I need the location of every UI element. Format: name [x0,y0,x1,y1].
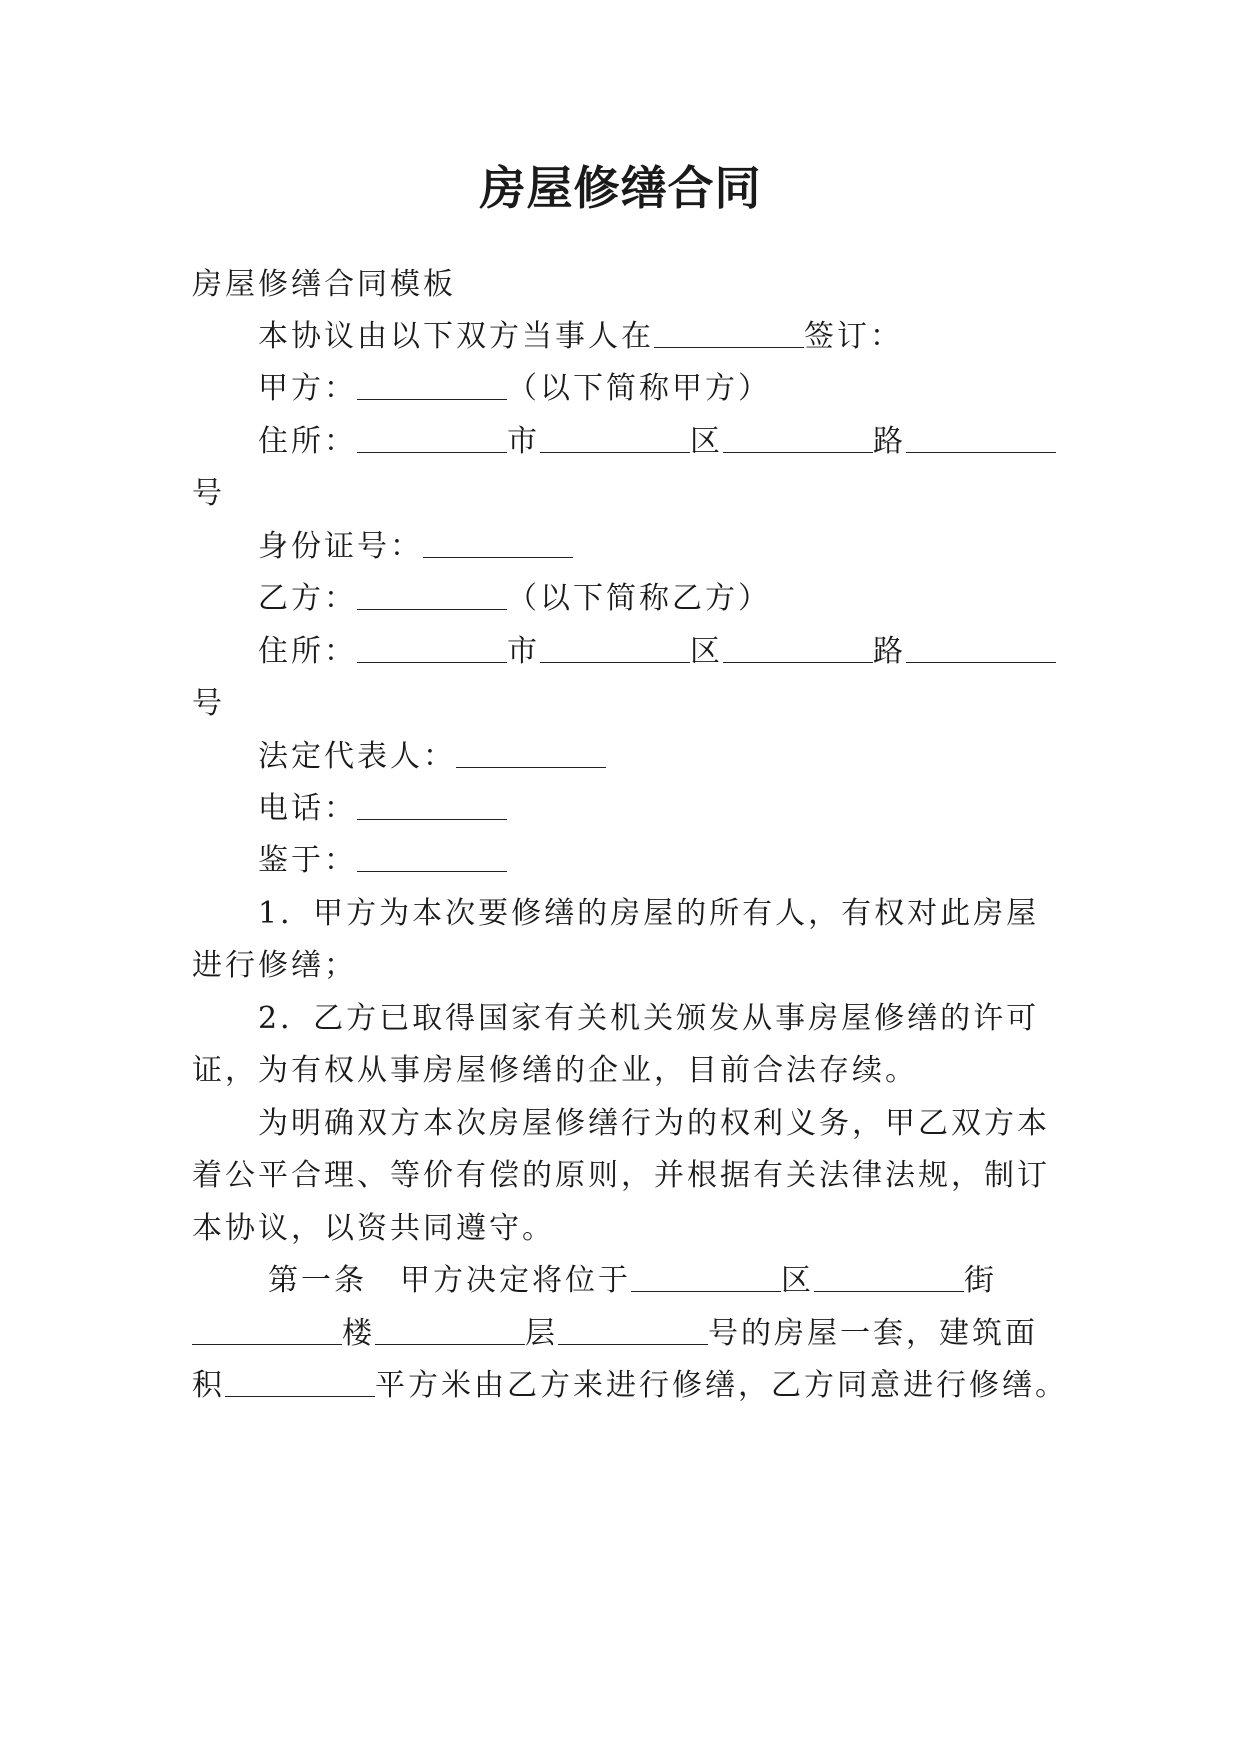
text: （以下简称甲方） [507,371,771,406]
paragraph-line [192,1366,1068,1406]
text: 楼 [342,1316,375,1351]
text: 区 [690,424,723,459]
fill-blank [723,634,873,663]
text: 区 [690,634,723,669]
paragraph-line [192,1051,1062,1091]
fill-blank [558,1316,708,1345]
paragraph-line [258,789,1128,829]
text: 路 [873,634,906,669]
text: 本协议由以下双方当事人在 [258,319,654,354]
paragraph-line [258,1104,1128,1144]
text: 住所： [258,634,357,669]
document-subtitle: 房屋修缮合同模板 [192,267,456,302]
paragraph-line [258,894,1128,934]
fill-blank [357,843,507,872]
fill-blank [631,1263,781,1292]
paragraph-line [192,946,1062,986]
fill-blank [423,529,573,558]
text: 2．乙方已取得国家有关机关颁发从事房屋修缮的许可 [258,1001,1040,1036]
fill-blank [375,1316,525,1345]
text: 街 [964,1263,997,1298]
fill-blank [357,791,507,820]
text: 市 [507,424,540,459]
text: 签订： [804,319,903,354]
text: 证，为有权从事房屋修缮的企业，目前合法存续。 [192,1053,918,1088]
paragraph-line [258,841,1128,881]
paragraph-line [258,369,1128,409]
text: 电话： [258,791,357,826]
text: 号 [192,686,225,721]
fill-blank [357,634,507,663]
paragraph-line [258,632,1128,672]
paragraph-line [258,422,1128,462]
paragraph-line [258,737,1128,777]
text: 为明确双方本次房屋修缮行为的权利义务，甲乙双方本 [258,1106,1050,1141]
text: 住所： [258,424,357,459]
fill-blank [192,1316,342,1345]
text: 平方米由乙方来进行修缮，乙方同意进行修缮。 [375,1368,1068,1403]
text: 号的房屋一套，建筑面 [708,1316,1038,1351]
text: 市 [507,634,540,669]
text: 进行修缮； [192,948,357,983]
fill-blank [456,739,606,768]
paragraph-line [258,317,1128,357]
text: 积 [192,1368,225,1403]
paragraph-line [258,579,1128,619]
fill-blank [654,319,804,348]
paragraph-line [192,474,1062,514]
text: 路 [873,424,906,459]
paragraph-line [258,999,1128,1039]
text: 着公平合理、等价有偿的原则，并根据有关法律法规，制订 [192,1158,1050,1193]
text: 法定代表人： [258,739,456,774]
text: 层 [525,1316,558,1351]
fill-blank [357,581,507,610]
text: 身份证号： [258,529,423,564]
text: 鉴于： [258,843,357,878]
fill-blank [357,371,507,400]
fill-blank [540,424,690,453]
paragraph-line [192,684,1062,724]
fill-blank [723,424,873,453]
fill-blank [540,634,690,663]
text: （以下简称乙方） [507,581,771,616]
fill-blank [906,634,1056,663]
text: 号 [192,476,225,511]
paragraph-line [192,1209,1062,1249]
paragraph-line [192,1314,1062,1354]
fill-blank [225,1368,375,1397]
paragraph-line [268,1261,1138,1301]
fill-blank [906,424,1056,453]
text: 乙方： [258,581,357,616]
fill-blank [357,424,507,453]
text: 1．甲方为本次要修缮的房屋的所有人，有权对此房屋 [258,896,1040,931]
paragraph-line [258,527,1128,567]
document-title: 房屋修缮合同 [479,161,762,215]
paragraph-line [192,1156,1062,1196]
text: 甲方： [258,371,357,406]
text: 区 [781,1263,814,1298]
fill-blank [814,1263,964,1292]
text: 第一条 甲方决定将位于 [268,1263,631,1298]
text: 本协议，以资共同遵守。 [192,1211,555,1246]
